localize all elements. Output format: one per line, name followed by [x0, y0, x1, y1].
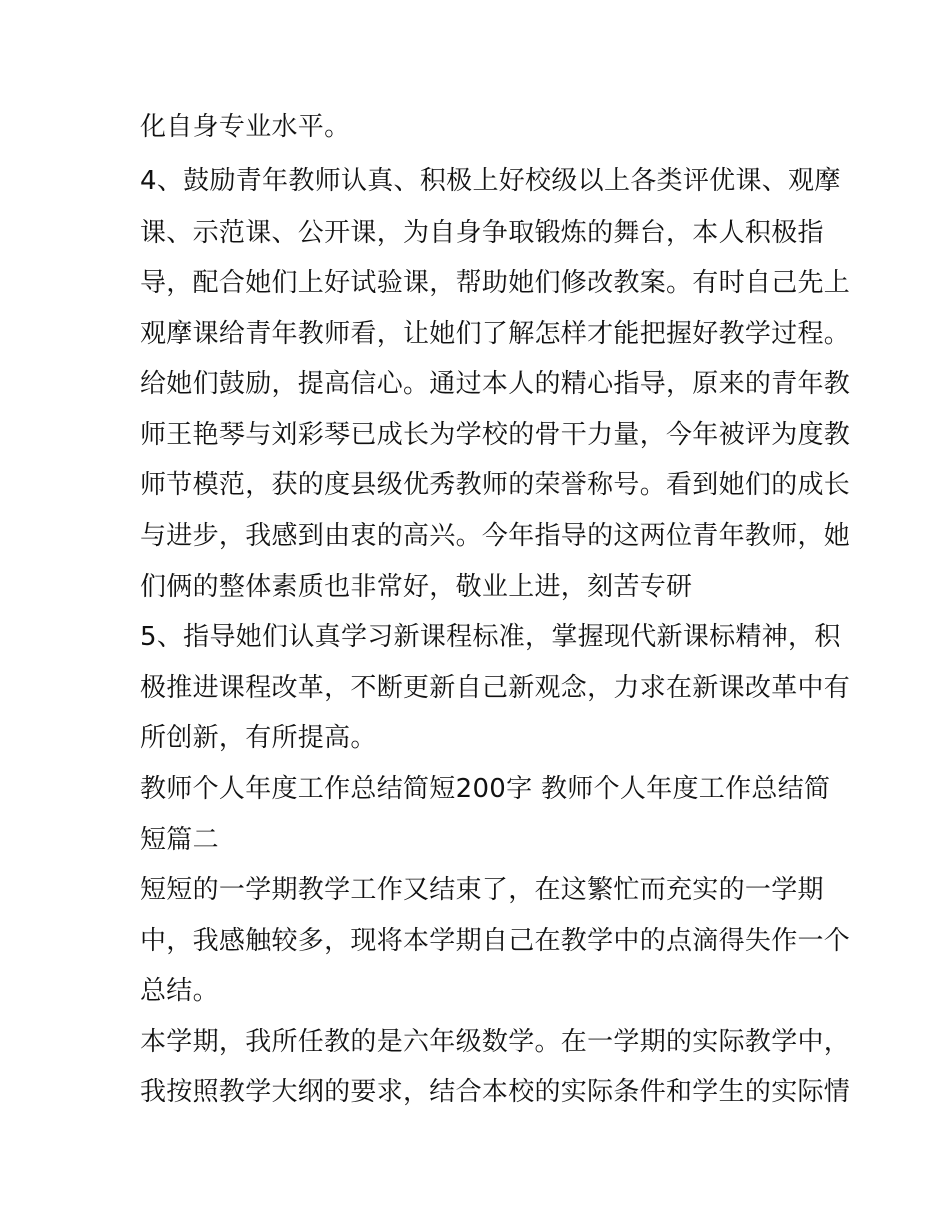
text-line: 课、示范课、公开课，为自身争取锻炼的舞台，本人积极指 [140, 218, 824, 248]
text-line: 导，配合她们上好试验课，帮助她们修改教案。有时自己先上 [140, 268, 851, 298]
text-line: 总结。 [140, 976, 219, 1006]
text-line: 与进步，我感到由衷的高兴。今年指导的这两位青年教师，她 [140, 521, 851, 551]
text-line: 给她们鼓励，提高信心。通过本人的精心指导，原来的青年教 [140, 369, 851, 399]
text-line: 师节模范，获的度县级优秀教师的荣誉称号。看到她们的成长 [140, 470, 851, 500]
text-line: 我按照教学大纲的要求，结合本校的实际条件和学生的实际情 [140, 1077, 851, 1107]
text-line: 中，我感触较多，现将本学期自己在教学中的点滴得失作一个 [140, 926, 851, 956]
text-line: 短篇二 [140, 825, 219, 855]
text-line: 短短的一学期教学工作又结束了，在这繁忙而充实的一学期 [140, 875, 824, 905]
text-line: 教师个人年度工作总结简短200字 教师个人年度工作总结简 [140, 774, 831, 804]
text-line: 4、鼓励青年教师认真、积极上好校级以上各类评优课、观摩 [140, 166, 841, 196]
text-line: 5、指导她们认真学习新课程标准，掌握现代新课标精神，积 [140, 622, 841, 652]
text-line: 本学期，我所任教的是六年级数学。在一学期的实际教学中， [140, 1027, 851, 1057]
text-line: 们俩的整体素质也非常好，敬业上进，刻苦专研 [140, 572, 693, 602]
text-line: 化自身专业水平。 [140, 112, 351, 142]
text-line: 观摩课给青年教师看，让她们了解怎样才能把握好教学过程。 [140, 319, 851, 349]
text-line: 师王艳琴与刘彩琴已成长为学校的骨干力量，今年被评为度教 [140, 420, 851, 450]
text-line: 极推进课程改革，不断更新自己新观念，力求在新课改革中有 [140, 673, 851, 703]
text-line: 所创新，有所提高。 [140, 723, 377, 753]
